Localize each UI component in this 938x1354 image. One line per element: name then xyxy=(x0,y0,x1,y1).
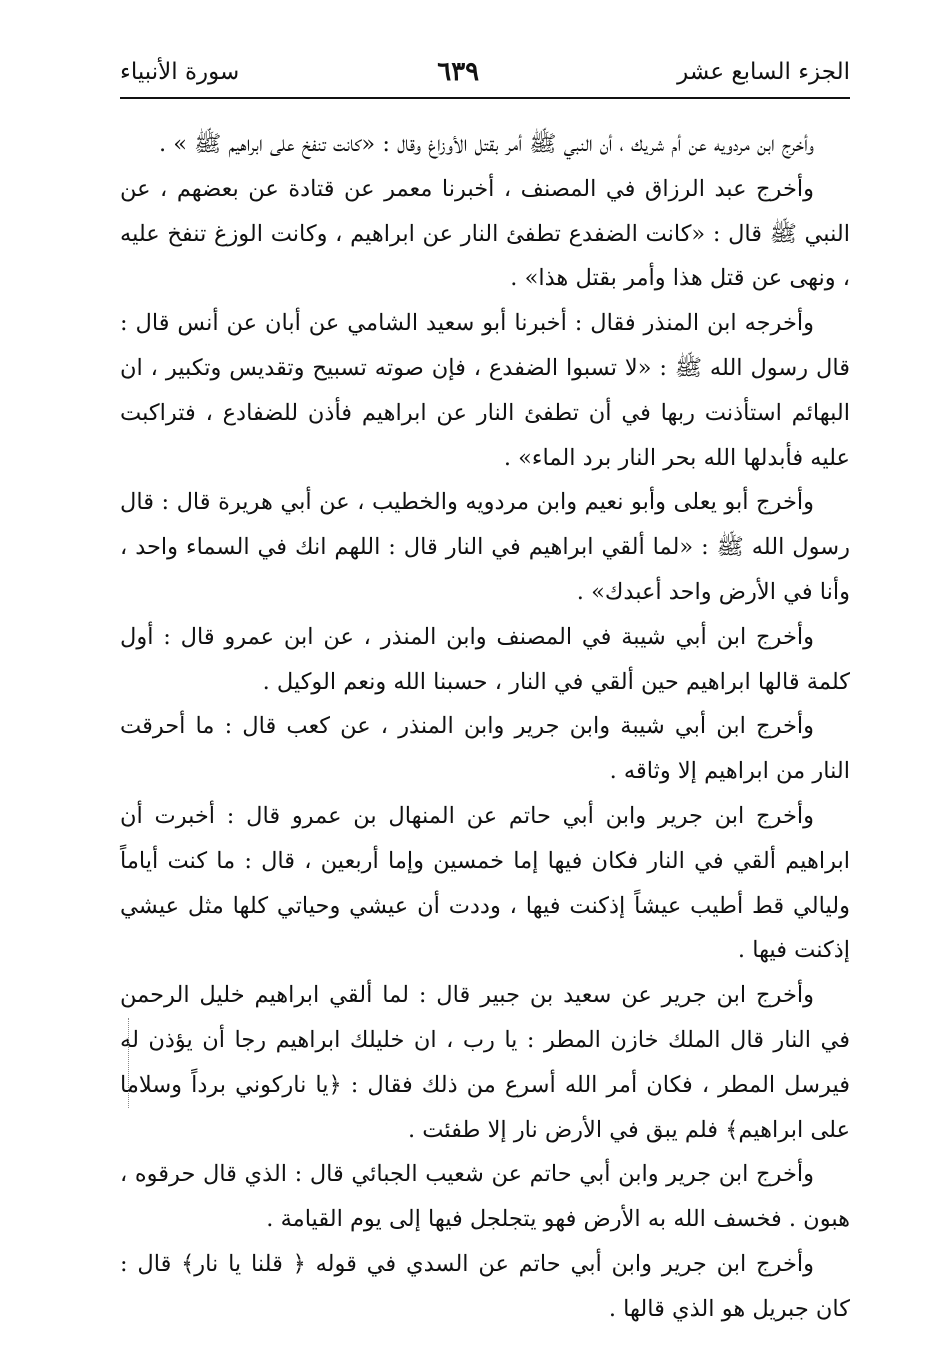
paragraph: وأخرج ابن جرير وابن أبي حاتم عن السدي في قوله ﴿ قلنا يا نار﴾ قال : كان جبريل هو الذي قالها . xyxy=(120,1250,850,1322)
page-number: ٦٣٩ xyxy=(437,57,480,87)
paragraph: وأخرج ابن أبي شيبة وابن جرير وابن المنذر ، عن كعب قال : ما أحرقت النار من ابراهيم إلا وثاقه . xyxy=(120,713,850,785)
header-volume: الجزء السابع عشر xyxy=(677,59,850,85)
body-text xyxy=(120,122,850,1332)
header-surah: سورة الأنبياء xyxy=(120,59,240,85)
running-header xyxy=(120,50,850,94)
paragraph: وأخرج ابن مردويه عن أم شريك ، أن النبي ﷺ أمر بقتل الأوزاغ وقال : «كانت تنفخ على ابراهيم ﷺ » . xyxy=(158,131,814,157)
paragraph: وأخرج ابن جرير وابن أبي حاتم عن شعيب الجبائي قال : الذي قال حرقوه ، هبون . فخسف الله به الأرض فهو يتجلجل فيها إلى يوم القيامة . xyxy=(120,1161,850,1233)
paragraph: وأخرج ابن أبي شيبة في المصنف وابن المنذر ، عن ابن عمرو قال : أول كلمة قالها ابراهيم حين ألقي في النار ، حسبنا الله ونعم الوكيل . xyxy=(120,623,850,695)
header-divider xyxy=(120,97,850,99)
paragraph: وأخرج ابن جرير عن سعيد بن جبير قال : لما ألقي ابراهيم خليل الرحمن في النار قال الملك خازن المطر : يا رب ، ان خليلك ابراهيم رجا أن يؤذن له فيرسل المطر ، فكان أمر الله أسرع من ذلك فقال : ﴿يا ناركوني برداً وسلاما على ابراهيم﴾ فلم يبق في الأرض نار إلا طفئت . xyxy=(120,982,850,1143)
paragraph: وأخرج أبو يعلى وأبو نعيم وابن مردويه والخطيب ، عن أبي هريرة قال : قال رسول الله ﷺ : «لما ألقي ابراهيم في النار قال : اللهم انك في السماء واحد ، وأنا في الأرض واحد أعبدك» . xyxy=(120,489,850,605)
paragraph: وأخرج ابن جرير وابن أبي حاتم عن المنهال بن عمرو قال : أخبرت أن ابراهيم ألقي في النار فكان فيها إما خمسين وإما أربعين ، قال : ما كنت أياماً وليالي قط أطيب عيشاً إذكنت فيها ، وددت أن عيشي وحياتي كلها مثل عيشي إذكنت فيها . xyxy=(120,802,850,964)
paragraph: وأخرجه ابن المنذر فقال : أخبرنا أبو سعيد الشامي عن أبان عن أنس قال : قال رسول الله ﷺ : «لا تسبوا الضفدع ، فإن صوته تسبيح وتقديس وتكبير ، ان البهائم استأذنت ربها في أن تطفئ النار عن ابراهيم فأذن للضفادع ، فتراكبت عليه فأبدلها الله بحر النار برد الماء» . xyxy=(120,310,850,471)
paragraph: وأخرج عبد الرزاق في المصنف ، أخبرنا معمر عن قتادة عن بعضهم ، عن النبي ﷺ قال : «كانت الضفدع تطفئ النار عن ابراهيم ، وكانت الوزغ تنفخ عليه ، ونهى عن قتل هذا وأمر بقتل هذا» . xyxy=(120,175,850,292)
margin-scan-marks xyxy=(128,1018,135,1108)
